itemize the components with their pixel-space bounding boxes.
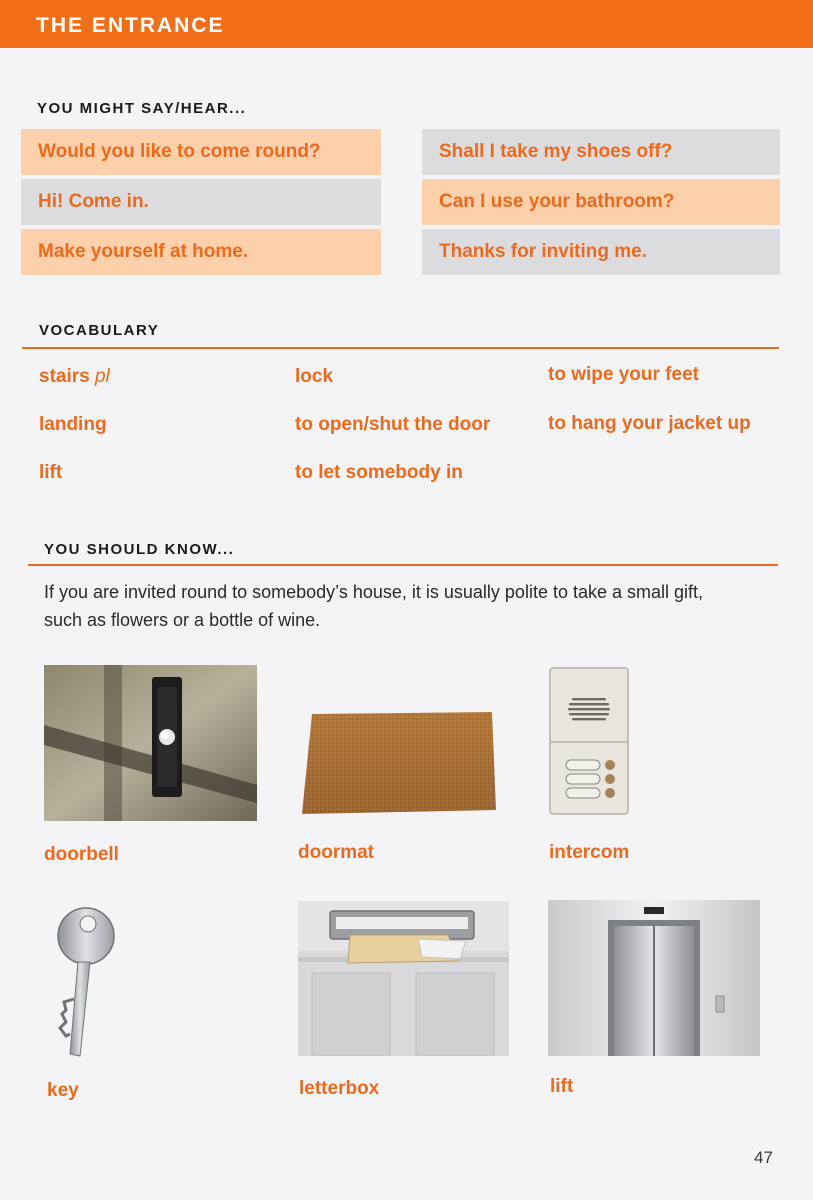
caption-intercom: intercom [549, 842, 630, 863]
page-number: 47 [754, 1148, 773, 1167]
caption-lift: lift [550, 1076, 574, 1097]
vocab-word: lift [39, 462, 63, 483]
caption-letterbox: letterbox [299, 1078, 380, 1099]
vocab-word: to wipe your feet [548, 364, 699, 385]
vocab-word: to let somebody in [295, 462, 463, 483]
vocab-word-stairs: stairs [39, 366, 90, 387]
vocab-word: to open/shut the door [295, 414, 491, 435]
phrase-box: Can I use your bathroom? [422, 179, 780, 225]
divider-rule [28, 564, 778, 566]
page-title: THE ENTRANCE [36, 14, 225, 37]
intercom-photo [548, 666, 630, 816]
section-heading-might-say: YOU MIGHT SAY/HEAR... [37, 100, 247, 117]
section-heading-should-know: YOU SHOULD KNOW... [44, 541, 235, 558]
phrase-box: Thanks for inviting me. [422, 229, 780, 275]
section-heading-vocabulary: VOCABULARY [39, 322, 160, 339]
etiquette-note: If you are invited round to somebody’s house, it is usually polite to take a small gift, such as flowers or a bottle of wine. [44, 582, 704, 630]
caption-doormat: doormat [298, 842, 374, 863]
phrase-box: Would you like to come round? [21, 129, 381, 175]
lift-photo [548, 900, 760, 1056]
vocab-word: landing [39, 414, 107, 435]
vocab-word [39, 364, 110, 390]
vocab-plural-marker: pl [94, 366, 110, 387]
phrase-box: Shall I take my shoes off? [422, 129, 780, 175]
doormat-photo [300, 710, 496, 818]
caption-doorbell: doorbell [44, 844, 119, 865]
phrase-box: Make yourself at home. [21, 229, 381, 275]
doorbell-photo [44, 665, 257, 821]
header-bar [0, 0, 813, 48]
phrase-box: Hi! Come in. [21, 179, 381, 225]
key-photo [44, 904, 124, 1060]
vocab-word: to hang your jacket up [548, 413, 751, 434]
letterbox-photo [298, 901, 509, 1056]
vocab-word: lock [295, 366, 334, 387]
divider-rule [22, 347, 779, 349]
caption-key: key [47, 1080, 79, 1101]
